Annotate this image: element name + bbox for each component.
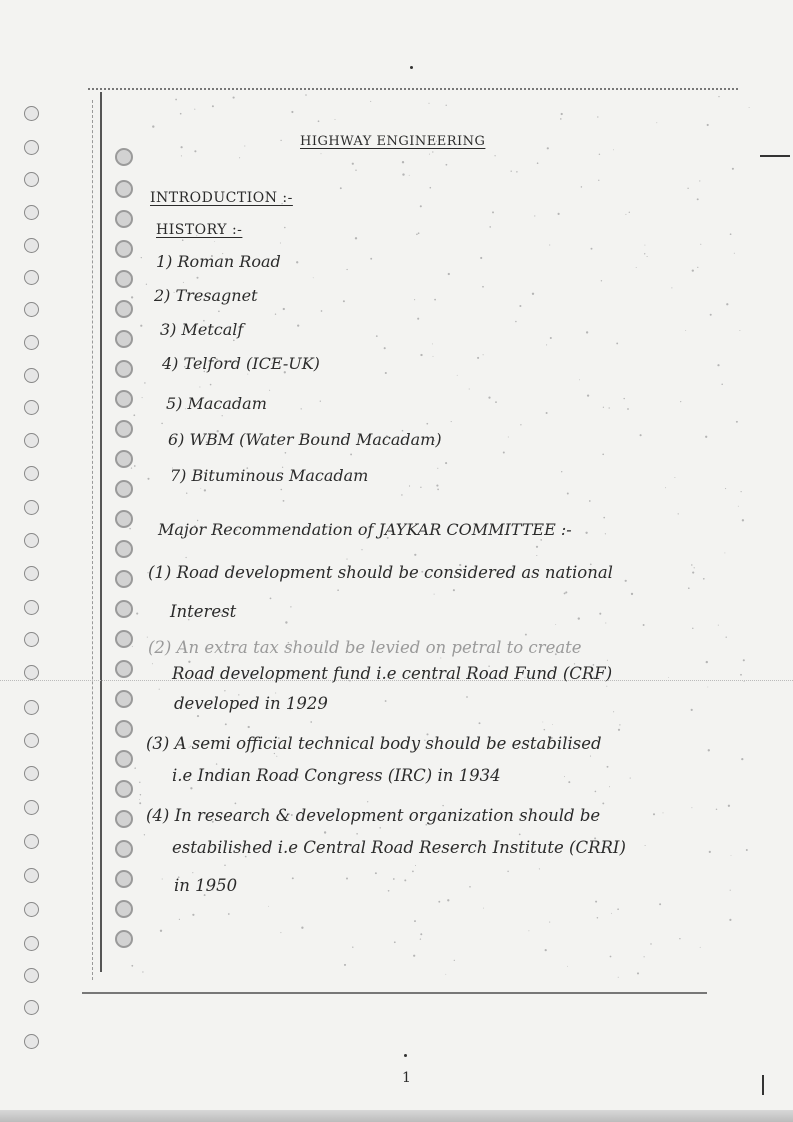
committee-heading: Major Recommendation of JAYKAR COMMITTEE :-	[158, 520, 572, 539]
recommendation-3-line-2: i.e Indian Road Congress (IRC) in 1934	[172, 766, 501, 785]
recommendation-1-line-1: (1) Road development should be considered as national	[148, 563, 613, 582]
history-item-4: 4) Telford (ICE-UK)	[162, 354, 320, 373]
edge-mark	[760, 155, 790, 157]
page-border-top	[88, 88, 738, 90]
recommendation-2-line-1: (2) An extra tax should be levied on petral to create	[148, 638, 582, 657]
recommendation-1-line-2: Interest	[170, 602, 237, 621]
recommendation-4-line-2: estabilished i.e Central Road Reserch Institute (CRRI)	[172, 838, 626, 857]
scan-dot	[404, 1054, 407, 1057]
history-item-5: 5) Macadam	[166, 394, 267, 413]
page-border-bottom	[82, 992, 707, 994]
page-title: HIGHWAY ENGINEERING	[300, 134, 486, 149]
history-item-6: 6) WBM (Water Bound Macadam)	[168, 430, 442, 449]
scan-bottom-edge	[0, 1110, 793, 1122]
recommendation-4-line-3: in 1950	[174, 876, 238, 895]
history-item-1: 1) Roman Road	[156, 252, 281, 271]
recommendation-2-line-3: developed in 1929	[174, 694, 328, 713]
recommendation-4-line-1: (4) In research & development organization should be	[146, 806, 601, 825]
history-item-2: 2) Tresagnet	[154, 286, 258, 305]
page-margin-line	[100, 92, 102, 972]
introduction-heading: INTRODUCTION :-	[150, 190, 293, 206]
edge-tick-mark	[762, 1075, 764, 1095]
history-item-7: 7) Bituminous Macadam	[170, 466, 369, 485]
scan-dot	[410, 66, 413, 69]
history-heading: HISTORY :-	[156, 222, 243, 238]
page-margin-line-faint	[92, 100, 93, 980]
recommendation-2-line-2: Road development fund i.e central Road Fund (CRF)	[172, 664, 613, 683]
history-item-3: 3) Metcalf	[160, 320, 244, 339]
page-number: 1	[402, 1070, 411, 1086]
recommendation-3-line-1: (3) A semi official technical body should be estabilised	[146, 734, 602, 753]
